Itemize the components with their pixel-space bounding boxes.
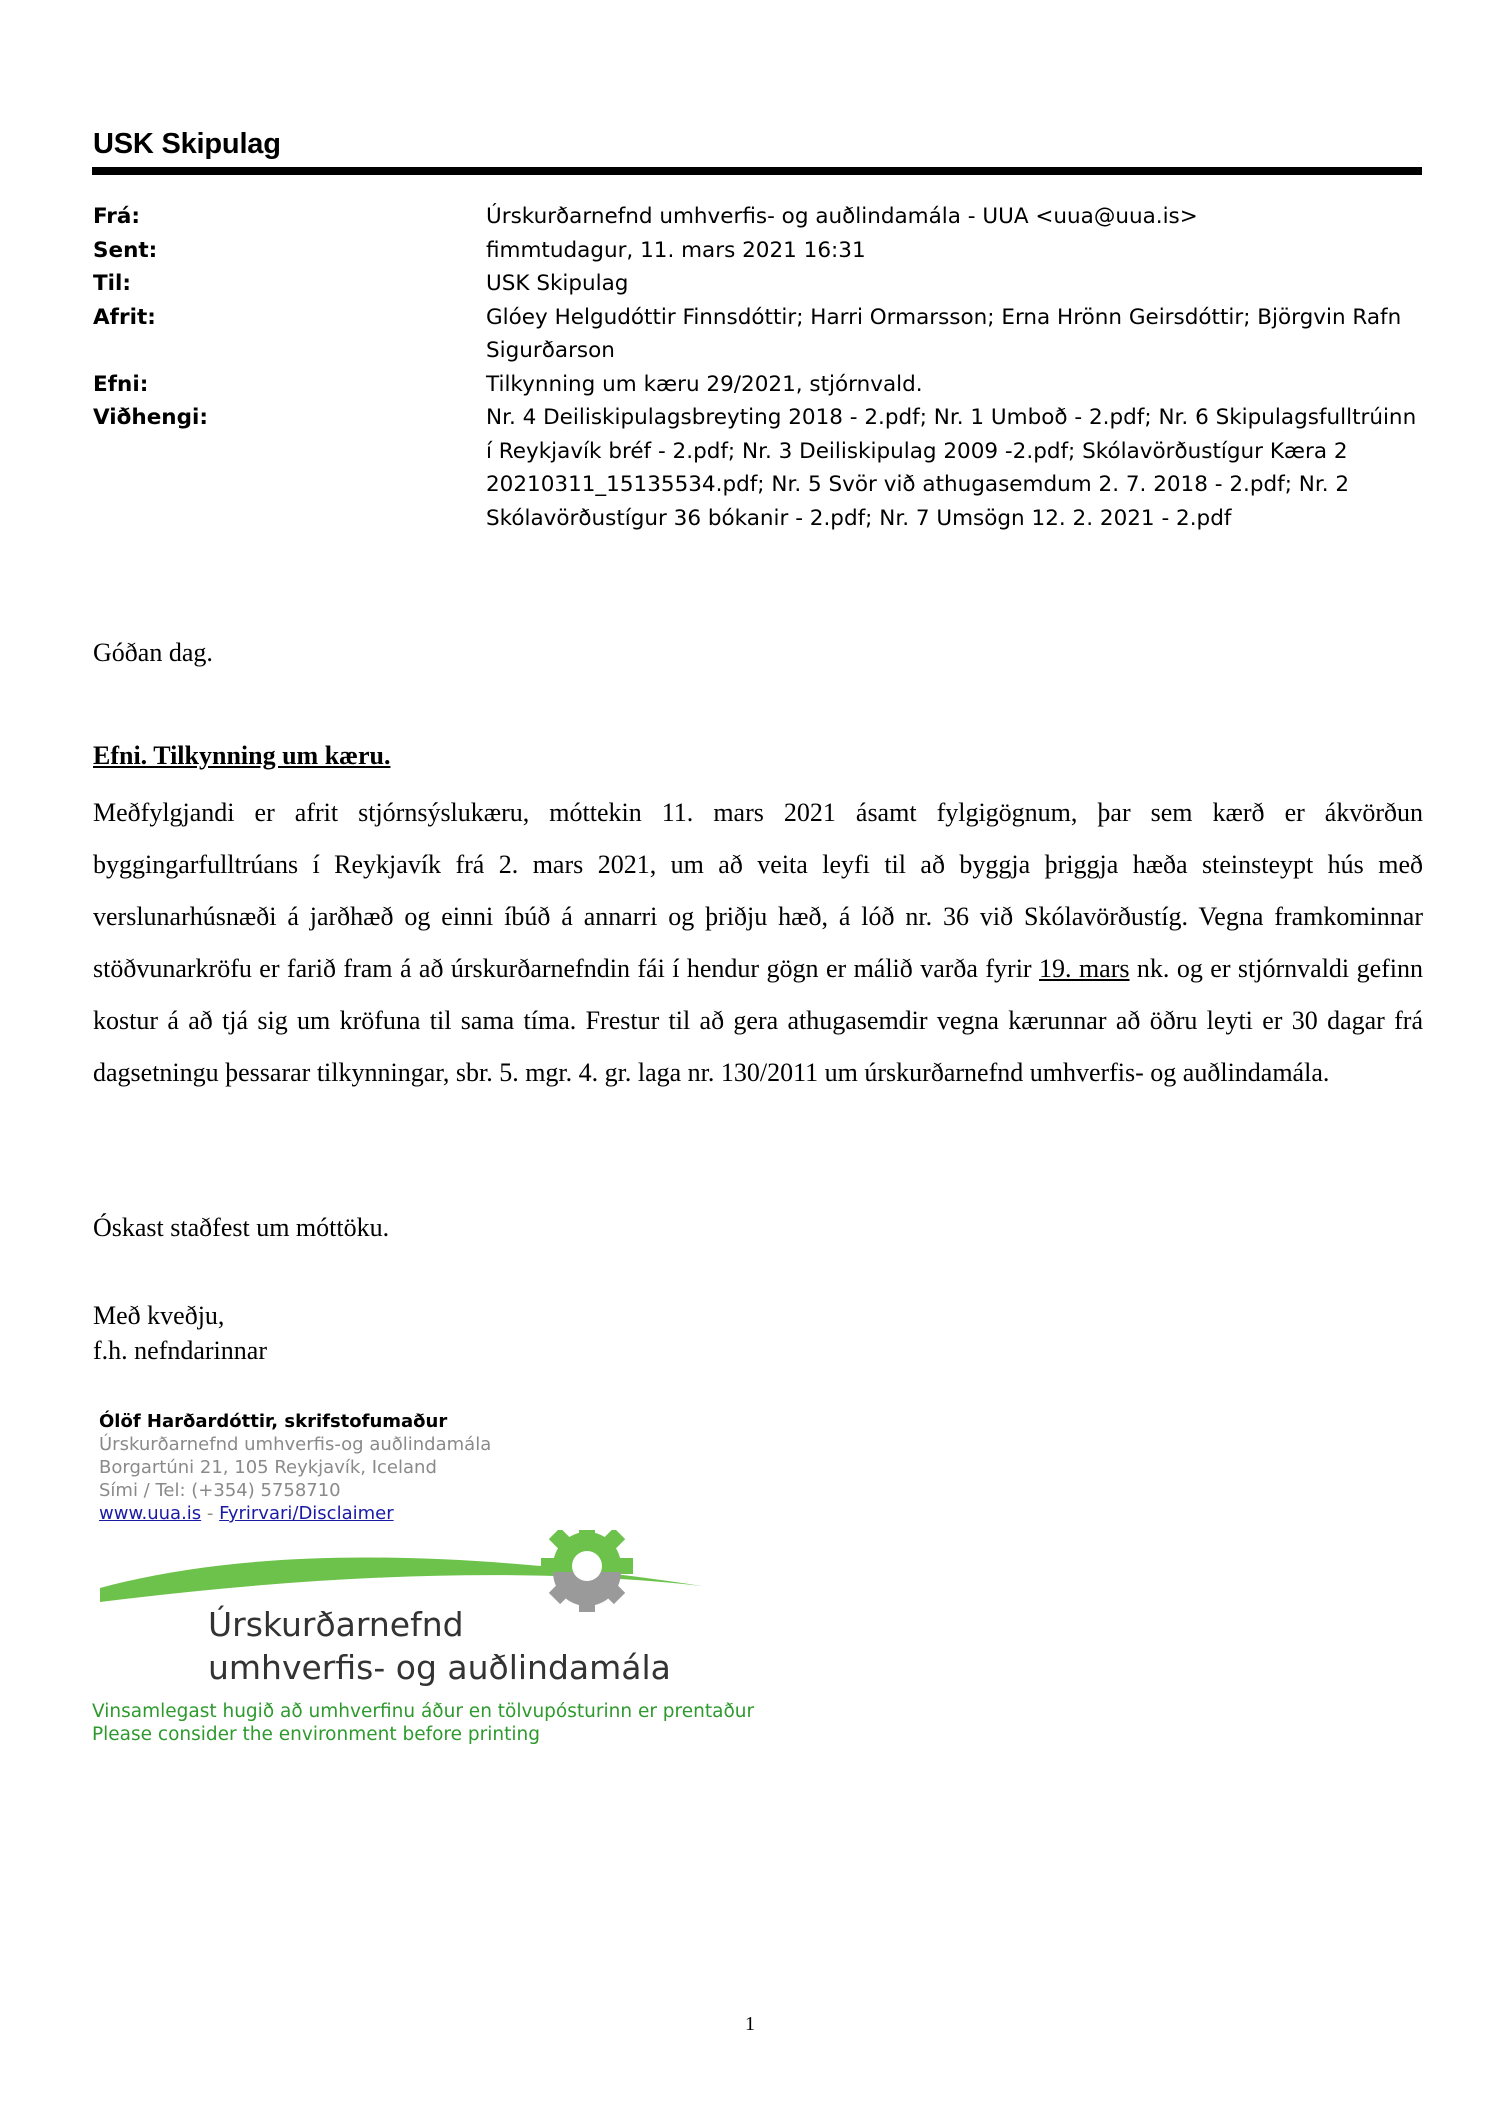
eco-notice xyxy=(92,1700,754,1746)
email-header xyxy=(93,200,1423,535)
signature-address: Borgartúni 21, 105 Reykjavík, Iceland xyxy=(99,1457,437,1478)
eco-notice-en: Please consider the environment before printing xyxy=(92,1724,540,1745)
eco-notice-is: Vinsamlegast hugið að umhverfinu áður en tölvupósturinn er prentaður xyxy=(92,1701,755,1722)
header-label: Efni: xyxy=(93,371,149,397)
mailbox-title: USK Skipulag xyxy=(93,128,281,160)
closing-line: Óskast staðfest um móttöku. xyxy=(93,1213,390,1242)
regards: Með kveðju, xyxy=(93,1301,225,1330)
logo-text-line2: umhverfis- og auðlindamála xyxy=(208,1648,671,1687)
header-row-cc xyxy=(93,301,1423,368)
body-paragraph xyxy=(93,787,1423,1099)
header-row-attachments xyxy=(93,401,1423,535)
header-value: USK Skipulag xyxy=(486,271,629,296)
header-value: Tilkynning um kæru 29/2021, stjórnvald. xyxy=(486,371,923,397)
deadline-date: 19. mars xyxy=(1039,954,1130,983)
signature-phone: Sími / Tel: (+354) 5758710 xyxy=(99,1480,341,1501)
greeting: Góðan dag. xyxy=(93,638,213,667)
header-label: Afrit: xyxy=(93,304,156,330)
title-rule xyxy=(92,167,1422,175)
header-value: fimmtudagur, 11. mars 2021 16:31 xyxy=(486,237,866,263)
header-value: Úrskurðarnefnd umhverfis- og auðlindamála - UUA <uua@uua.is> xyxy=(486,204,1198,229)
logo-text-line1: Úrskurðarnefnd xyxy=(208,1605,464,1644)
signature-name: Ólöf Harðardóttir, skrifstofumaður xyxy=(99,1411,448,1432)
subject-heading: Efni. Tilkynning um kæru. xyxy=(93,741,391,770)
website-link[interactable]: www.uua.is xyxy=(99,1503,202,1524)
header-row-sent xyxy=(93,234,1423,268)
paragraph-text: Meðfylgjandi er afrit stjórnsýslukæru, móttekin 11. mars 2021 ásamt fylgigögnum, þar sem kærð er ákvörðun byggingarfulltrúans í Reykjavík frá 2. mars 2021, um að veita leyfi til að byggja þriggja hæða steinsteypt hús með verslunarhúsnæði á jarðhæð og einni íbúð á annarri og þriðju hæð, á lóð nr. 36 við Skólavörðustíg. Vegna framkominnar stöðvunarkröfu er farið fram á að úrskurðarnefndin fái í hendur gögn er málið varða fyrir xyxy=(93,798,1423,983)
on-behalf-of: f.h. nefndarinnar xyxy=(93,1336,267,1365)
header-row-subject xyxy=(93,368,1423,402)
attachment-list: Nr. 4 Deiliskipulagsbreyting 2018 - 2.pdf; Nr. 1 Umboð - 2.pdf; Nr. 6 Skipulagsfulltrúinn í Reykjavík bréf - 2.pdf; Nr. 3 Deiliskipulag 2009 -2.pdf; Skólavörðustígur Kæra 2 20210311_15135534.pdf; Nr. 5 Svör við athugasemdum 2. 7. 2018 - 2.pdf; Nr. 2 Skólavörðustígur 36 bókanir - 2.pdf; Nr. 7 Umsögn 12. 2. 2021 - 2.pdf xyxy=(486,405,1417,531)
paragraph-text: nk. og er stjórnvaldi gefinn kostur á að tjá sig um kröfuna til sama tíma. Frestur til að gera athugasemdir vegna kærunnar að öðru leyti er 30 dagar frá dagsetningu þessarar tilkynningar, sbr. 5. mgr. 4. gr. laga nr. 130/2011 um úrskurðarnefnd umhverfis- og auðlindamála. xyxy=(93,954,1423,1087)
disclaimer-link[interactable]: Fyrirvari/Disclaimer xyxy=(219,1503,394,1524)
header-label: Sent: xyxy=(93,237,158,263)
email-signature xyxy=(99,1410,491,1525)
header-label: Frá: xyxy=(93,204,141,229)
header-label: Viðhengi: xyxy=(93,405,208,430)
header-label: Til: xyxy=(93,271,132,296)
header-row-from xyxy=(93,200,1423,234)
signature-org: Úrskurðarnefnd umhverfis-og auðlindamála xyxy=(99,1434,492,1455)
link-separator: - xyxy=(201,1503,220,1524)
header-row-to xyxy=(93,267,1423,301)
sign-off xyxy=(93,1298,1423,1368)
page-number: 1 xyxy=(745,2013,755,2035)
gear-icon xyxy=(541,1530,633,1612)
header-value: Glóey Helgudóttir Finnsdóttir; Harri Ormarsson; Erna Hrönn Geirsdóttir; Björgvin Rafn Sigurðarson xyxy=(486,304,1402,363)
